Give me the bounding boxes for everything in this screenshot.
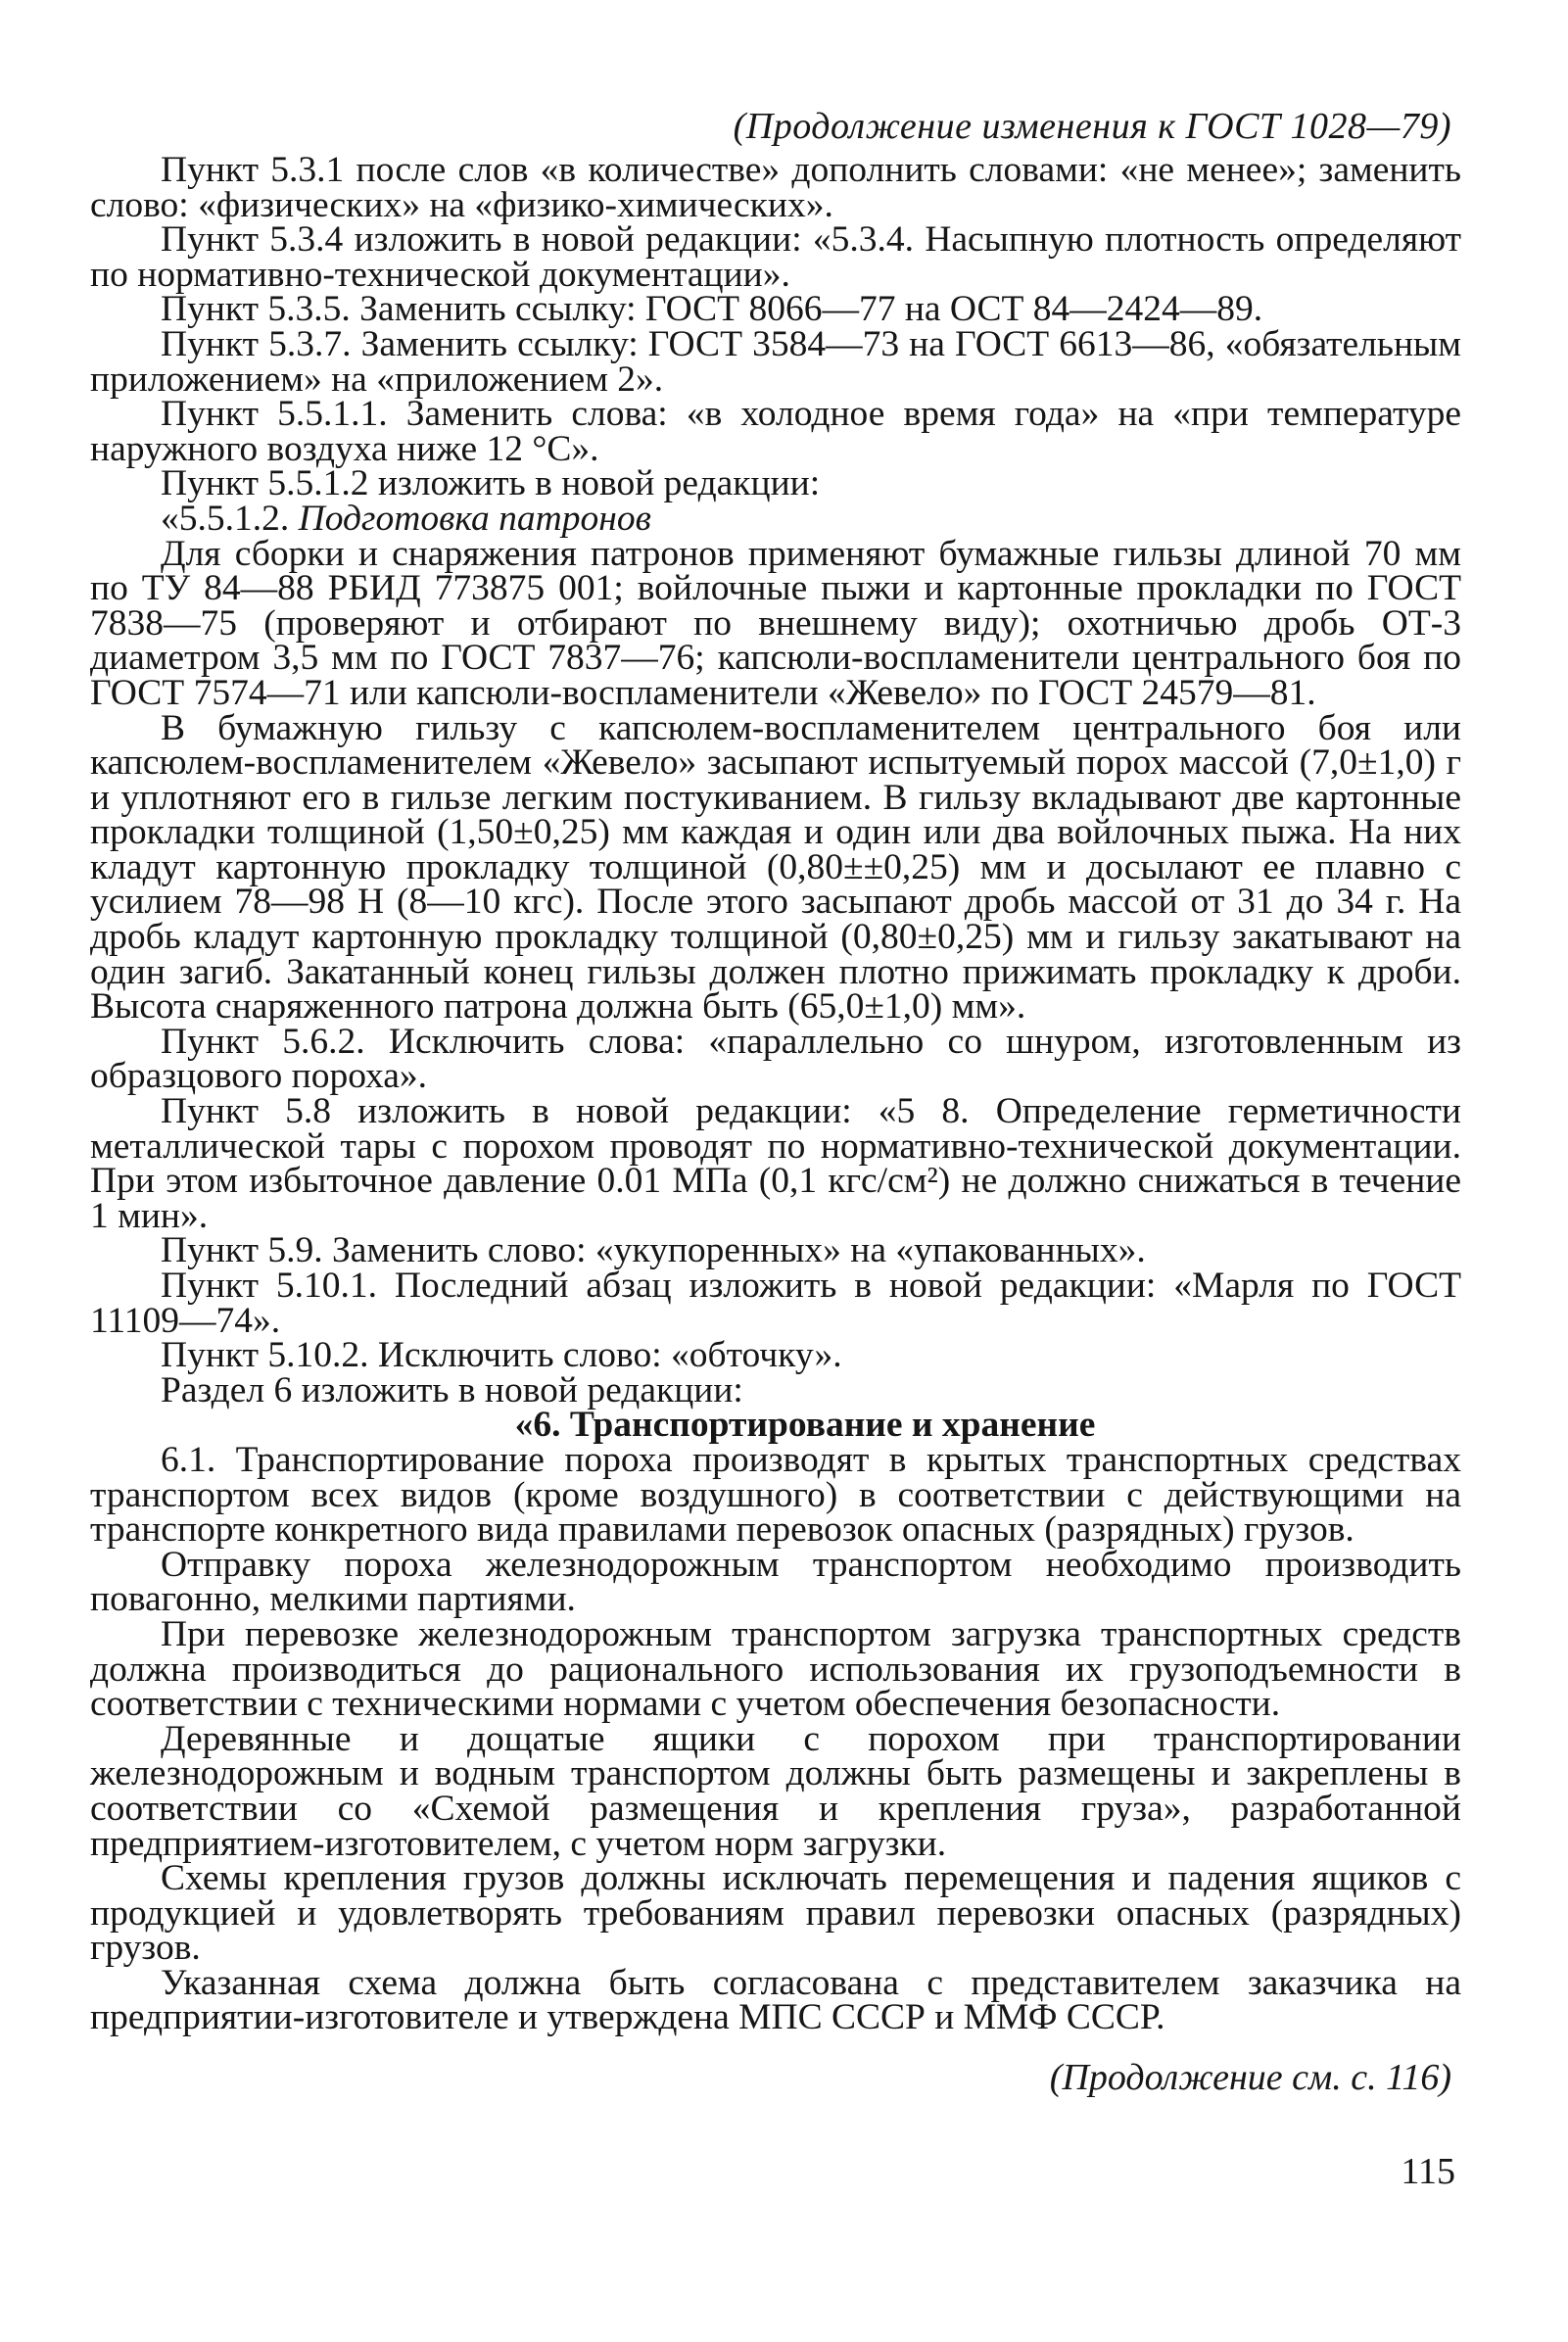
paragraph-5-3-7: Пункт 5.3.7. Заменить ссылку: ГОСТ 3584—73 на ГОСТ 6613—86, «обязательным приложением» на «приложением 2». [90, 323, 1461, 400]
paragraph-section-6: Раздел 6 изложить в новой редакции: [161, 1369, 743, 1410]
paragraph-5-3-4: Пункт 5.3.4 изложить в новой редакции: «5.3.4. Насыпную плотность определяют по нормативно-технической документации». [90, 219, 1461, 295]
paragraph-approval: Указанная схема должна быть согласована с представителем заказчика на предприятии-изготовителе и утверждена МПС СССР и ММФ СССР. [90, 1962, 1461, 2038]
paragraph-5-3-5: Пункт 5.3.5. Заменить ссылку: ГОСТ 8066—77 на ОСТ 84—2424—89. [161, 289, 1263, 330]
paragraph-5-10-1: Пункт 5.10.1. Последний абзац изложить в новой редакции: «Марля по ГОСТ 11109—74». [90, 1266, 1461, 1341]
subsection-number: «5.5.1.2. [161, 498, 290, 539]
paragraph-5-5-1-1: Пункт 5.5.1.1. Заменить слова: «в холодное время года» на «при температуре наружного воздуха ниже 12 °С». [90, 394, 1461, 469]
paragraph-rail-shipment: Отправку пороха железнодорожным транспортом необходимо производить повагонно, мелкими партиями. [90, 1544, 1461, 1620]
page-number: 115 [1401, 2150, 1455, 2192]
subsection-title: Подготовка патронов [298, 498, 651, 539]
continuation-footer: (Продолжение см. с. 116) [1049, 2057, 1451, 2099]
paragraph-5-8: Пункт 5.8 изложить в новой редакции: «5 8. Определение герметичности металлической тары с порохом проводят по нормативно-технической документации. При этом избыточное давление 0.01 МПа (0,1 кгс/см²) не должно снижаться в течение 1 мин». [90, 1091, 1461, 1236]
section-title: «6. Транспортирование и хранение [514, 1405, 1096, 1446]
document-page [90, 106, 1461, 2192]
paragraph-5-6-2: Пункт 5.6.2. Исключить слова: «параллельно со шнуром, изготовленным из образцового пороха». [90, 1021, 1461, 1097]
paragraph-cartridge-materials: Для сборки и снаряжения патронов применяют бумажные гильзы длиной 70 мм по ТУ 84—88 РБИД 773875 001; войлочные пыжи и картонные прокладки по ГОСТ 7838—75 (проверяют и отбирают по внешнему виду); охотничью дробь ОТ-3 диаметром 3,5 мм по ГОСТ 7837—76; капсюли-воспламенители центрального боя по ГОСТ 7574—71 или капсюли-воспламенители «Жевело» по ГОСТ 24579—81. [90, 533, 1461, 713]
continuation-header: (Продолжение изменения к ГОСТ 1028—79) [733, 106, 1451, 147]
paragraph-cartridge-assembly: В бумажную гильзу с капсюлем-воспламенителем центрального боя или капсюлем-воспламенителем «Жевело» засыпают испытуемый порох массой (7,0±1,0) г и уплотняют его в гильзе легким постукиванием. В гильзу вкладывают две картонные прокладки толщиной (1,50±0,25) мм каждая и один или два войлочных пыжа. На них кладут картонную прокладку толщиной (0,80±±0,25) мм и досылают ее плавно с усилием 78—98 Н (8—10 кгс). После этого засыпают дробь массой от 31 до 34 г. На дробь кладут картонную прокладку толщиной (0,80±0,25) мм и гильзу закатывают на один загиб. Закатанный конец гильзы должен плотно прижимать прокладку к дроби. Высота снаряженного патрона должна быть (65,0±1,0) мм». [90, 707, 1461, 1028]
paragraph-5-3-1: Пункт 5.3.1 после слов «в количестве» дополнить словами: «не менее»; заменить слово: «физических» на «физико-химических». [90, 150, 1461, 225]
paragraph-loading: При перевозке железнодорожным транспортом загрузка транспортных средств должна производиться до рационального использования их грузоподъемности в соответствии с техническими нормами с учетом обеспечения безопасности. [90, 1613, 1461, 1725]
paragraph-boxes: Деревянные и дощатые ящики с порохом при транспортировании железнодорожным и водным транспортом должны быть размещены и закреплены в соответствии со «Схемой размещения и крепления груза», разработанной предприятием-изготовителем, с учетом норм загрузки. [90, 1718, 1461, 1864]
subsection-heading [90, 498, 1461, 539]
paragraph-6-1: 6.1. Транспортирование пороха производят в крытых транспортных средствах транспортом всех видов (кроме воздушного) в соответствии с действующими на транспорте конкретного вида правилами перевозок опасных (разрядных) грузов. [90, 1439, 1461, 1551]
paragraph-fastening: Схемы крепления грузов должны исключать перемещения и падения ящиков с продукцией и удовлетворять требованиям правил перевозки опасных (разрядных) грузов. [90, 1858, 1461, 1969]
paragraph-5-10-2: Пункт 5.10.2. Исключить слово: «обточку». [161, 1335, 842, 1376]
paragraph-5-9: Пункт 5.9. Заменить слово: «укупоренных» на «упакованных». [161, 1230, 1146, 1271]
paragraph-5-5-1-2: Пункт 5.5.1.2 изложить в новой редакции: [161, 463, 821, 504]
